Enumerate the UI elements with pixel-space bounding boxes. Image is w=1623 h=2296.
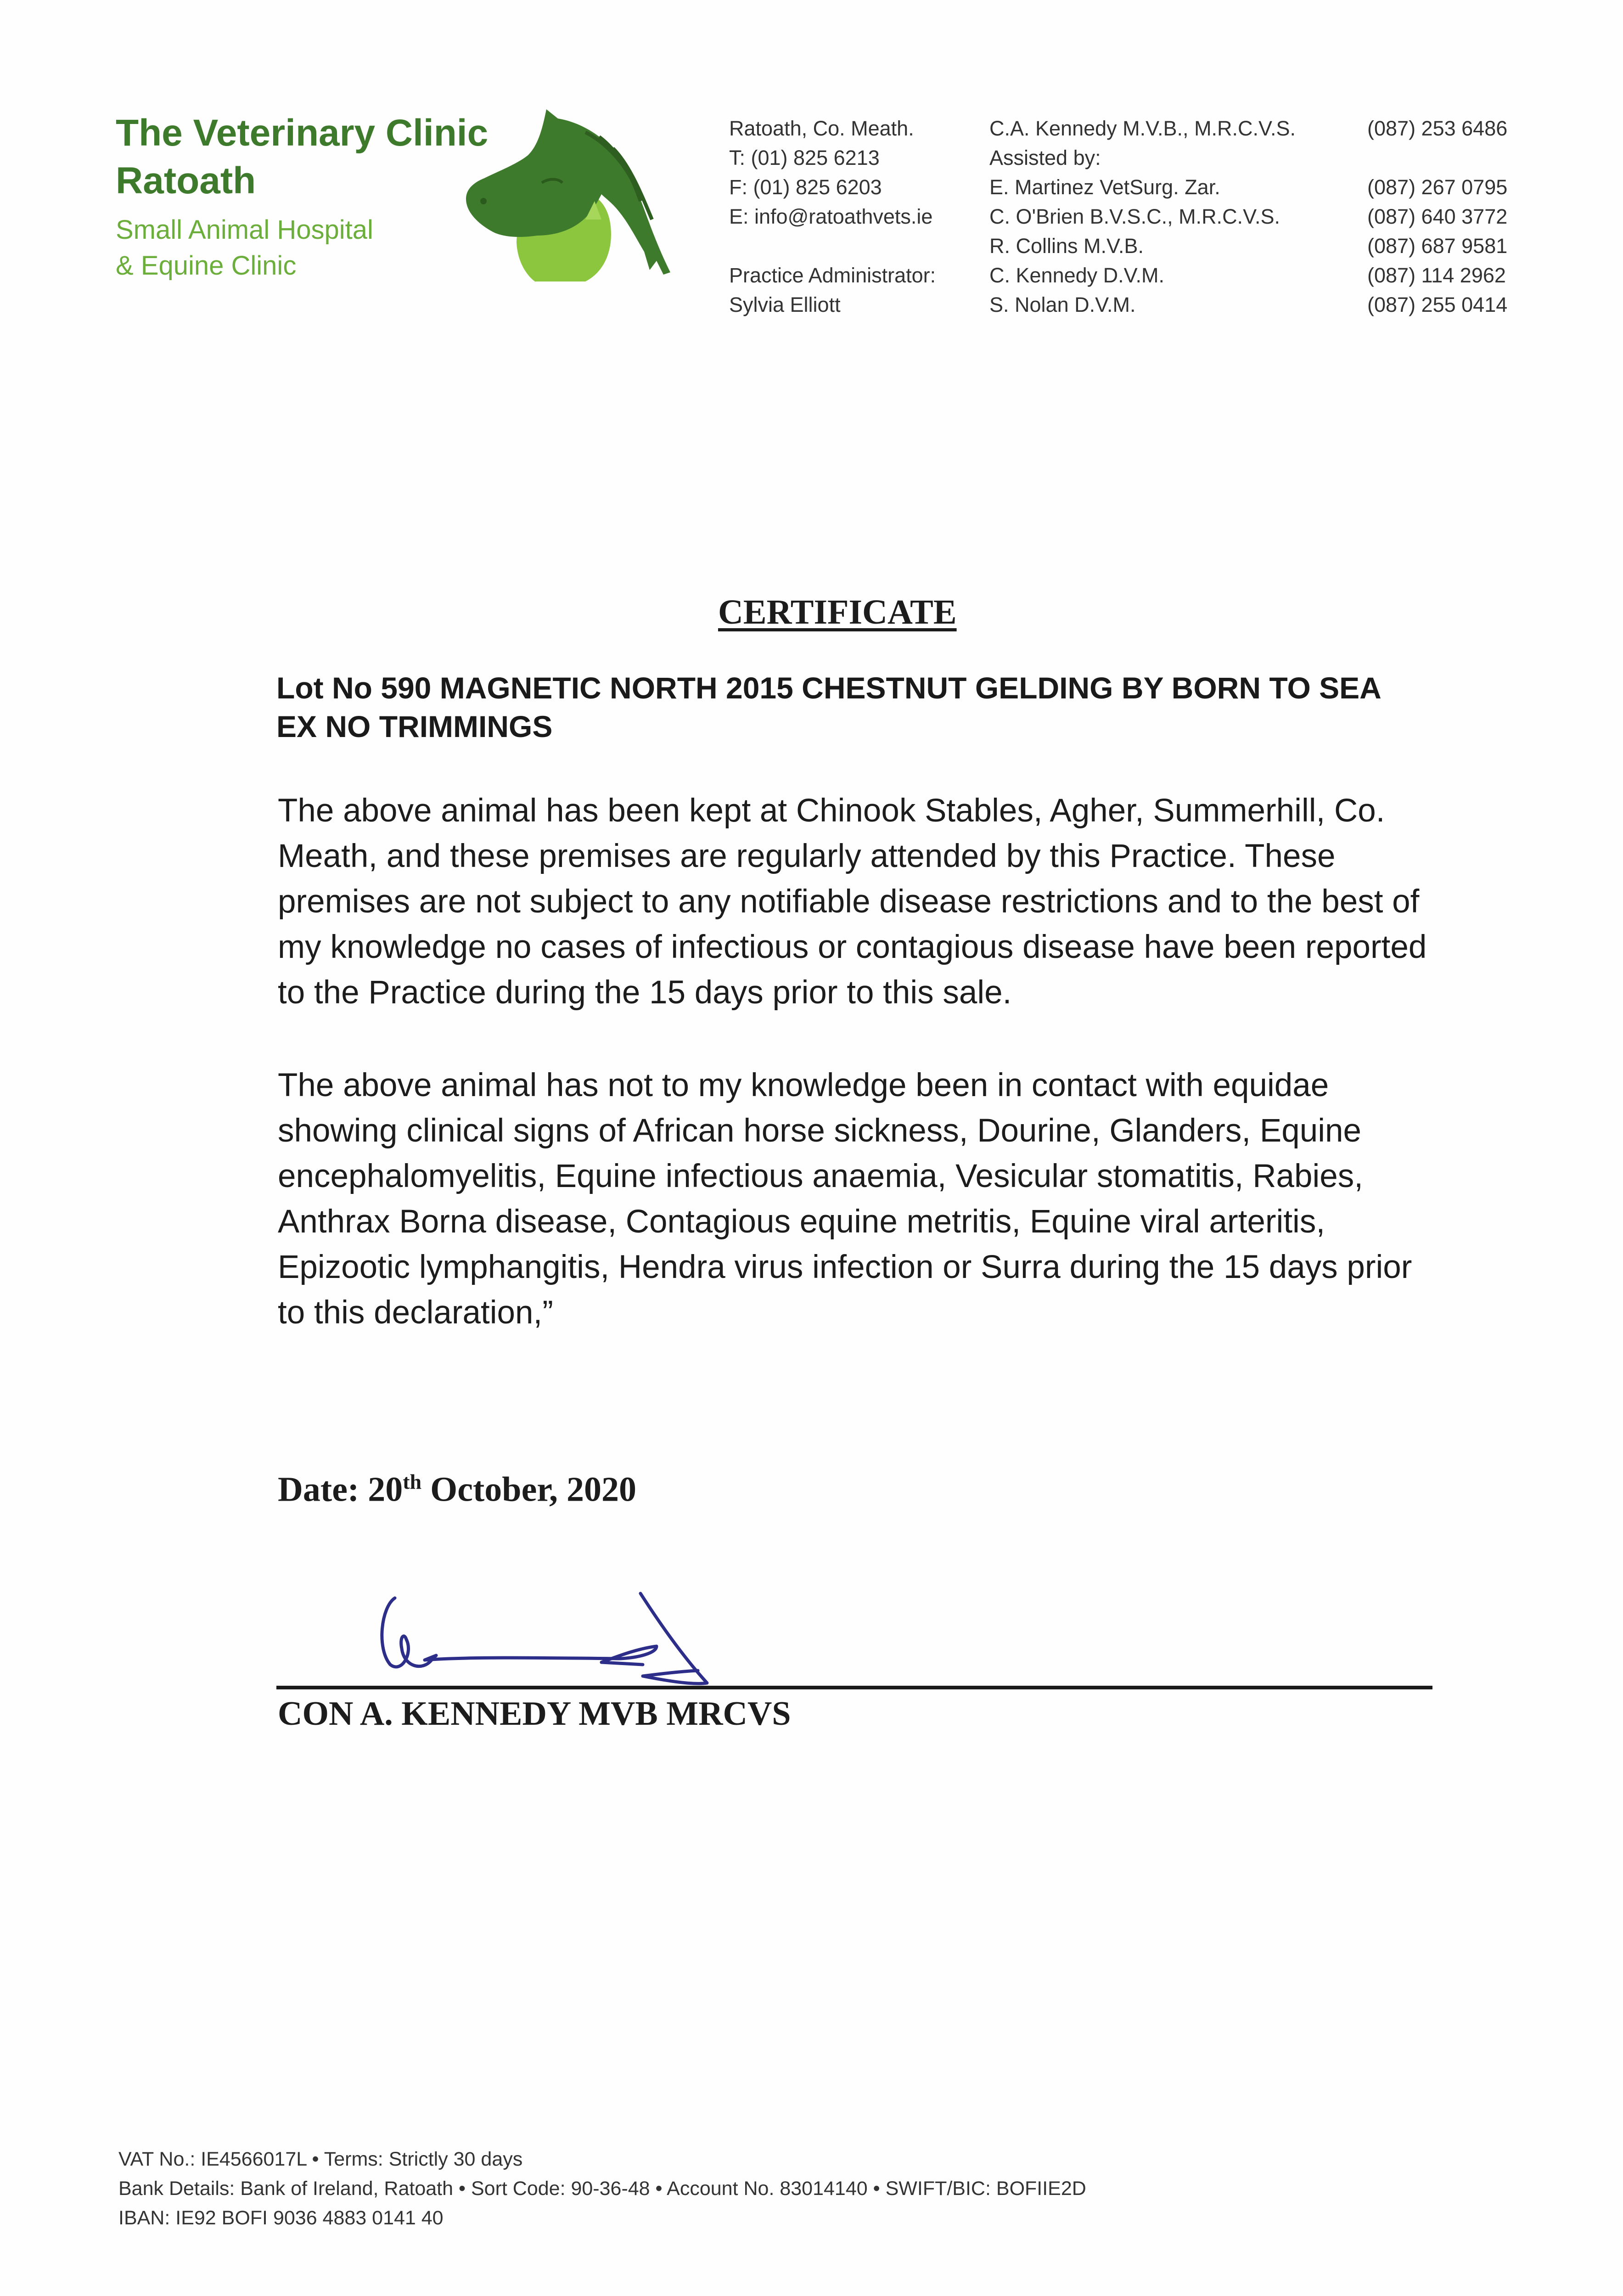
staff-phone: (087) 687 9581	[1367, 234, 1508, 258]
date-rest: October, 2020	[421, 1470, 637, 1509]
administrator-label: Practice Administrator:	[729, 264, 936, 287]
administrator-name: Sylvia Elliott	[729, 293, 841, 316]
staff-list	[989, 114, 1296, 320]
email-line: E: info@ratoathvets.ie	[729, 205, 933, 228]
signer-name: CON A. KENNEDY MVB MRCVS	[278, 1695, 791, 1733]
staff-phone: (087) 267 0795	[1367, 175, 1508, 199]
fax-line: F: (01) 825 6203	[729, 175, 882, 199]
horse-head-logo-icon	[448, 105, 684, 284]
clinic-sub-line1: Small Animal Hospital	[116, 215, 373, 245]
staff-phone: (087) 114 2962	[1367, 264, 1506, 287]
address-line: Ratoath, Co. Meath.	[729, 117, 914, 140]
staff-item: C. O'Brien B.V.S.C., M.R.C.V.S.	[989, 205, 1280, 228]
date-label: Date: 20	[278, 1470, 403, 1509]
staff-phone-list	[1367, 114, 1507, 320]
footer-vat: VAT No.: IE4566017L • Terms: Strictly 30 days	[118, 2148, 523, 2170]
lot-description: Lot No 590 MAGNETIC NORTH 2015 CHESTNUT GELDING BY BORN TO SEA EX NO TRIMMINGS	[276, 671, 1381, 743]
disease-declaration-paragraph: The above animal has not to my knowledge been in contact with equidae showing clinical signs of African horse sickness, Dourine, Glanders, Equine encephalomyelitis, Equine infectious anaemia, Vesicular stomatitis, Rabies, Anthrax Borna disease, Contagious equine metritis, Equine viral arteritis, Epizootic lymphangitis, Hendra virus infection or Surra during the 15 days prior to this declaration,”	[278, 1067, 1412, 1331]
footer	[118, 2144, 1086, 2233]
clinic-subtitle	[116, 212, 373, 284]
premises-paragraph: The above animal has been kept at Chinook Stables, Agher, Summerhill, Co. Meath, and these premises are regularly attended by this Practice. These premises are not subject to any notifiable disease restrictions and to the best of my knowledge no cases of infectious or contagious disease have been reported to the Practice during the 15 days prior to this sale.	[278, 793, 1427, 1011]
certificate-title: CERTIFICATE	[718, 593, 957, 631]
clinic-name-line2: Ratoath	[116, 160, 256, 202]
footer-bank: Bank Details: Bank of Ireland, Ratoath • Sort Code: 90-36-48 • Account No. 83014140 • SWIFT/BIC: BOFIIE2D	[118, 2178, 1086, 2200]
staff-item: Assisted by:	[989, 146, 1101, 169]
clinic-sub-line2: & Equine Clinic	[116, 251, 297, 281]
signature-line	[276, 1686, 1432, 1689]
staff-phone: (087) 253 6486	[1367, 117, 1508, 140]
certificate-date	[278, 1469, 636, 1509]
staff-phone: (087) 255 0414	[1367, 293, 1508, 316]
phone-line: T: (01) 825 6213	[729, 146, 880, 169]
clinic-name	[116, 109, 488, 205]
staff-item: C. Kennedy D.V.M.	[989, 264, 1165, 287]
staff-item: C.A. Kennedy M.V.B., M.R.C.V.S.	[989, 117, 1296, 140]
staff-item: S. Nolan D.V.M.	[989, 293, 1136, 316]
staff-item: R. Collins M.V.B.	[989, 234, 1144, 258]
date-ordinal: th	[403, 1470, 422, 1493]
staff-phone: (087) 640 3772	[1367, 205, 1508, 228]
staff-item: E. Martinez VetSurg. Zar.	[989, 175, 1220, 199]
footer-iban: IBAN: IE92 BOFI 9036 4883 0141 40	[118, 2207, 444, 2229]
clinic-name-line1: The Veterinary Clinic	[116, 112, 489, 154]
clinic-address-block	[729, 114, 936, 320]
